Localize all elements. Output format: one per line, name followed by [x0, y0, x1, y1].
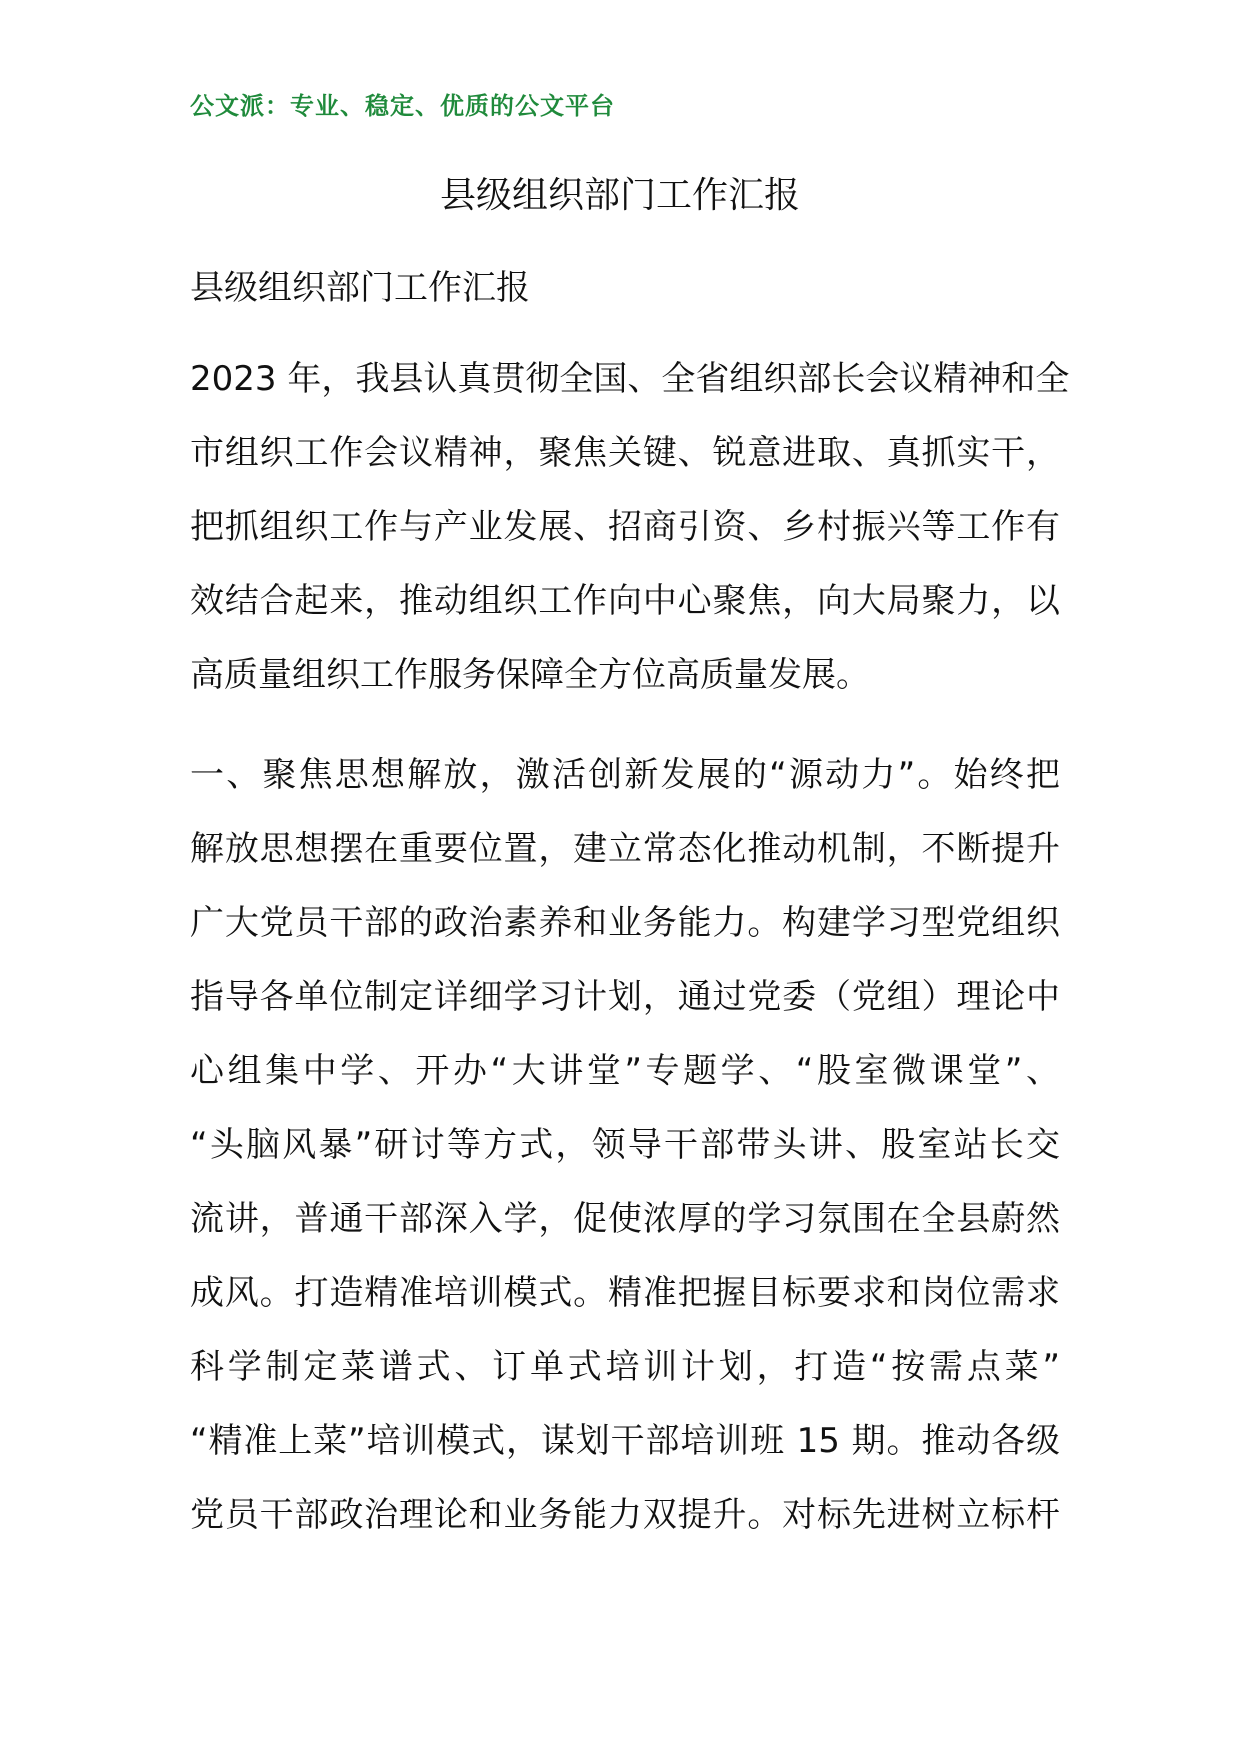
brand-header: 公文派：专业、稳定、优质的公文平台: [190, 92, 615, 120]
paragraph-line: 解放思想摆在重要位置，建立常态化推动机制，不断提升: [190, 829, 1060, 869]
paragraph-line: 效结合起来，推动组织工作向中心聚焦，向大局聚力，以: [190, 581, 1060, 621]
paragraph-line: 把抓组织工作与产业发展、招商引资、乡村振兴等工作有: [190, 507, 1060, 547]
paragraph-section-one: [190, 738, 1060, 1552]
paragraph-intro: [190, 342, 1070, 712]
paragraph-line: 2023 年，我县认真贯彻全国、全省组织部长会议精神和全: [190, 359, 1070, 399]
document-subtitle: 县级组织部门工作汇报: [190, 268, 530, 308]
paragraph-line: “精准上菜”培训模式，谋划干部培训班 15 期。推动各级: [190, 1421, 1060, 1461]
paragraph-line: 科学制定菜谱式、订单式培训计划，打造“按需点菜”: [190, 1347, 1060, 1387]
paragraph-line: 高质量组织工作服务保障全方位高质量发展。: [190, 655, 870, 695]
document-title: 县级组织部门工作汇报: [439, 175, 800, 216]
paragraph-line: 成风。打造精准培训模式。精准把握目标要求和岗位需求: [190, 1273, 1060, 1313]
paragraph-line: 广大党员干部的政治素养和业务能力。构建学习型党组织: [190, 903, 1060, 943]
paragraph-line: 心组集中学、开办“大讲堂”专题学、“股室微课堂”、: [190, 1051, 1060, 1091]
paragraph-line: 市组织工作会议精神，聚焦关键、锐意进取、真抓实干，: [190, 433, 1060, 473]
paragraph-line: 指导各单位制定详细学习计划，通过党委（党组）理论中: [190, 977, 1060, 1017]
paragraph-line: 党员干部政治理论和业务能力双提升。对标先进树立标杆: [190, 1495, 1060, 1535]
paragraph-line: “头脑风暴”研讨等方式，领导干部带头讲、股室站长交: [190, 1125, 1060, 1165]
paragraph-line: 一、聚焦思想解放，激活创新发展的“源动力”。始终把: [190, 755, 1060, 795]
paragraph-line: 流讲，普通干部深入学，促使浓厚的学习氛围在全县蔚然: [190, 1199, 1060, 1239]
document-body: [190, 264, 1070, 1578]
